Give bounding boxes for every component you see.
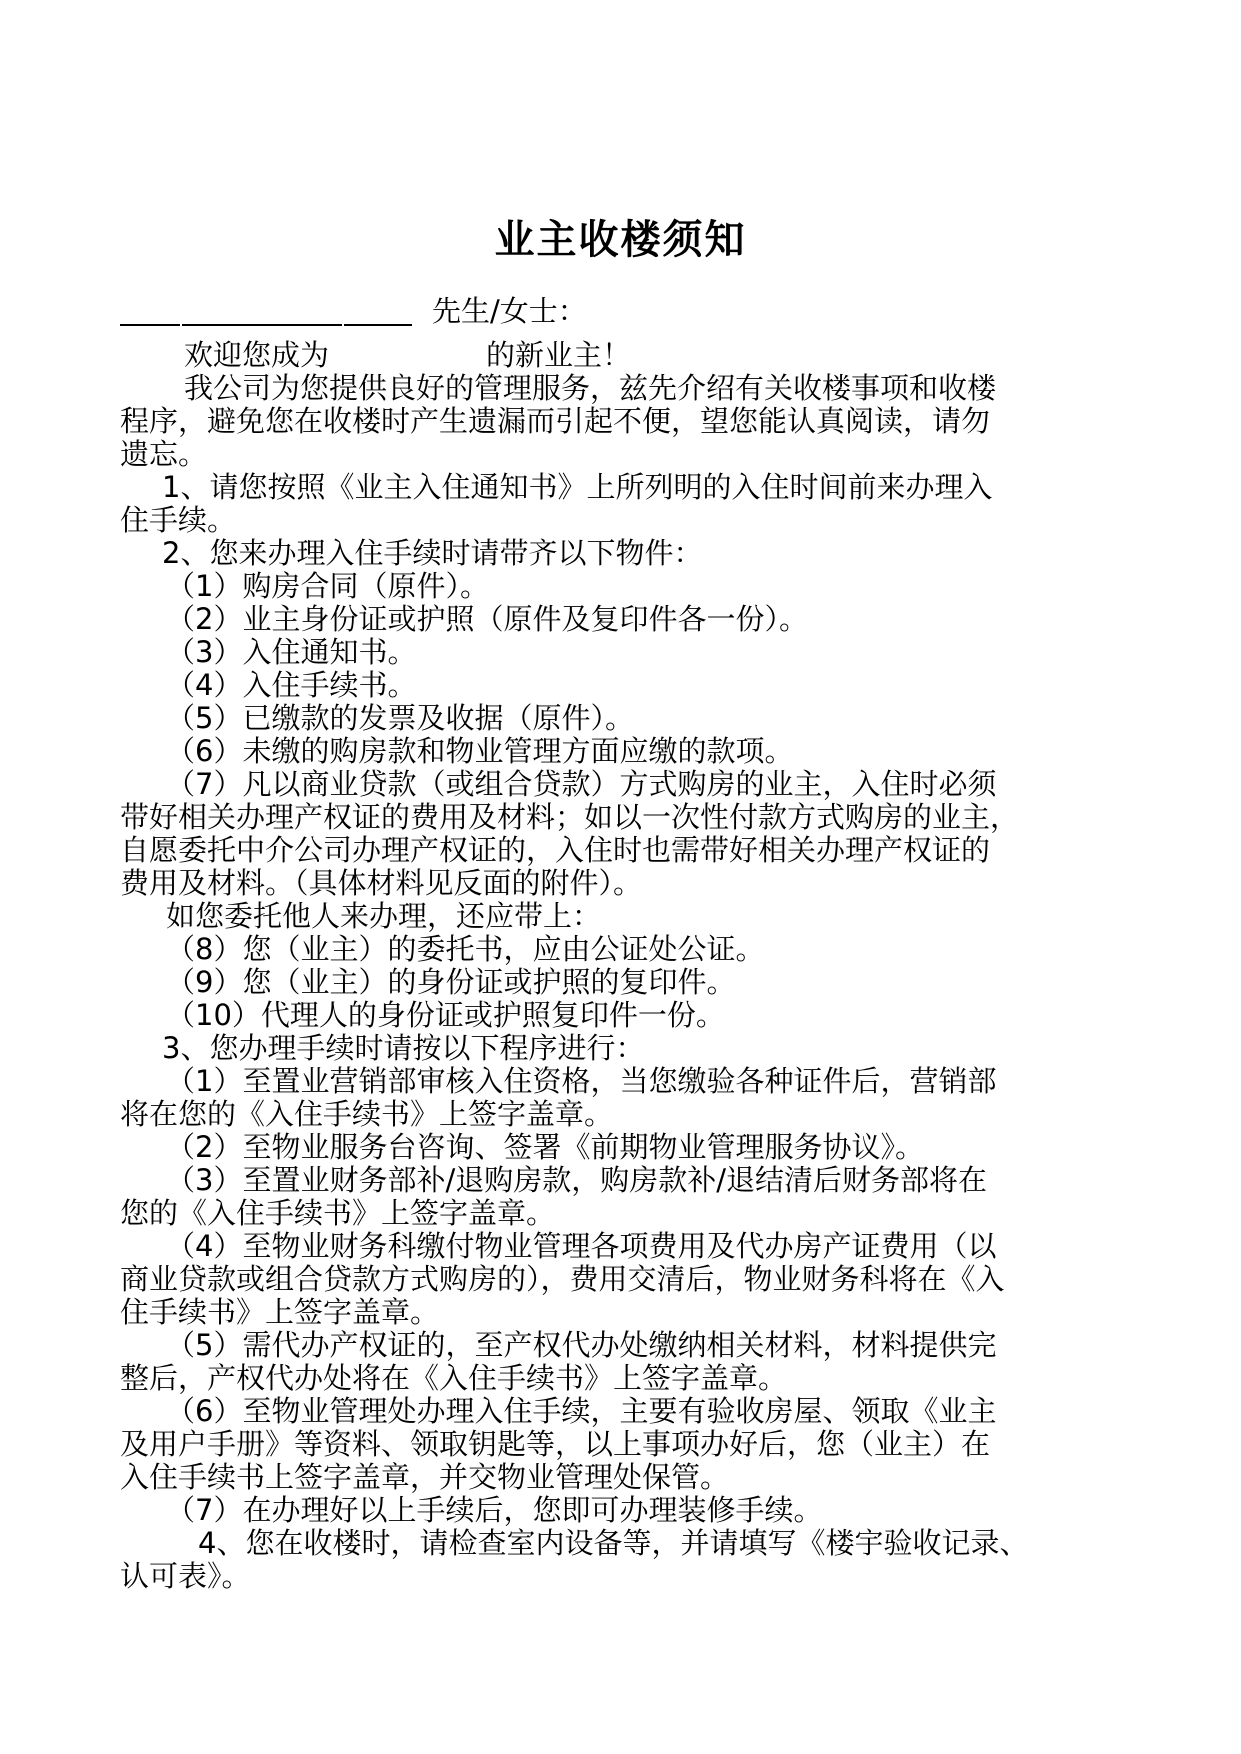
text-line: （8）您（业主）的委托书，应由公证处公证。: [166, 932, 765, 966]
text-line: （2）业主身份证或护照（原件及复印件各一份）。: [166, 602, 808, 636]
text-line: （4）至物业财务科缴付物业管理各项费用及代办房产证费用（以: [166, 1229, 997, 1263]
welcome-text-before: 欢迎您成为: [184, 338, 330, 372]
text-line: 商业贷款或组合贷款方式购房的），费用交清后，物业财务科将在《入: [120, 1262, 1005, 1296]
text-line: 费用及材料。（具体材料见反面的附件）。: [120, 866, 643, 900]
text-line: 我公司为您提供良好的管理服务，兹先介绍有关收楼事项和收楼: [184, 371, 997, 405]
name-blank-line-2: [182, 324, 342, 326]
text-line: （3）至置业财务部补/退购房款，购房款补/退结清后财务部将在: [166, 1163, 987, 1197]
text-line: （2）至物业服务台咨询、签署《前期物业管理服务协议》。: [166, 1130, 924, 1164]
text-line: （4）入住手续书。: [166, 668, 417, 702]
text-line: 您的《入住手续书》上签字盖章。: [120, 1196, 556, 1230]
text-line: （6）至物业管理处办理入住手续，主要有验收房屋、领取《业主: [166, 1394, 997, 1428]
text-line: （10）代理人的身份证或护照复印件一份。: [166, 998, 725, 1032]
text-line: 入住手续书上签字盖章，并交物业管理处保管。: [120, 1460, 730, 1494]
text-line: 2、您来办理入住手续时请带齐以下物件：: [162, 536, 703, 570]
text-line: 住手续书》上签字盖章。: [120, 1295, 440, 1329]
name-blank-line-3: [344, 324, 412, 326]
text-line: （9）您（业主）的身份证或护照的复印件。: [166, 965, 736, 999]
text-line: 整后，产权代办处将在《入住手续书》上签字盖章。: [120, 1361, 788, 1395]
text-line: 4、您在收楼时，请检查室内设备等，并请填写《楼宇验收记录、: [198, 1526, 1029, 1560]
text-line: 自愿委托中介公司办理产权证的，入住时也需带好相关办理产权证的: [120, 833, 991, 867]
text-line: （1）至置业营销部审核入住资格，当您缴验各种证件后，营销部: [166, 1064, 997, 1098]
welcome-text-after: 的新业主！: [486, 338, 632, 372]
text-line: （3）入住通知书。: [166, 635, 417, 669]
text-line: 认可表》。: [120, 1559, 251, 1593]
text-line: 程序，避免您在收楼时产生遗漏而引起不便，望您能认真阅读，请勿: [120, 404, 991, 438]
text-line: 遗忘。: [120, 437, 208, 471]
text-line: （6）未缴的购房款和物业管理方面应缴的款项。: [166, 734, 794, 768]
text-line: 如您委托他人来办理，还应带上：: [166, 899, 602, 933]
text-line: 及用户手册》等资料、领取钥匙等，以上事项办好后，您（业主）在: [120, 1427, 991, 1461]
text-line: 1、请您按照《业主入住通知书》上所列明的入住时间前来办理入: [162, 470, 993, 504]
text-line: 将在您的《入住手续书》上签字盖章。: [120, 1097, 614, 1131]
text-line: （5）需代办产权证的，至产权代办处缴纳相关材料，材料提供完: [166, 1328, 997, 1362]
name-blank-line-1: [120, 324, 180, 326]
text-line: （7）凡以商业贷款（或组合贷款）方式购房的业主，入住时必须: [166, 767, 997, 801]
salutation: 先生/女士：: [432, 294, 587, 328]
text-line: 3、您办理手续时请按以下程序进行：: [162, 1031, 645, 1065]
document-title: 业主收楼须知: [494, 217, 747, 263]
text-line: （1）购房合同（原件）。: [166, 569, 489, 603]
text-line: （7）在办理好以上手续后，您即可办理装修手续。: [166, 1493, 823, 1527]
text-line: 带好相关办理产权证的费用及材料；如以一次性付款方式购房的业主，: [120, 800, 1020, 834]
text-line: （5）已缴款的发票及收据（原件）。: [166, 701, 634, 735]
text-line: 住手续。: [120, 503, 237, 537]
